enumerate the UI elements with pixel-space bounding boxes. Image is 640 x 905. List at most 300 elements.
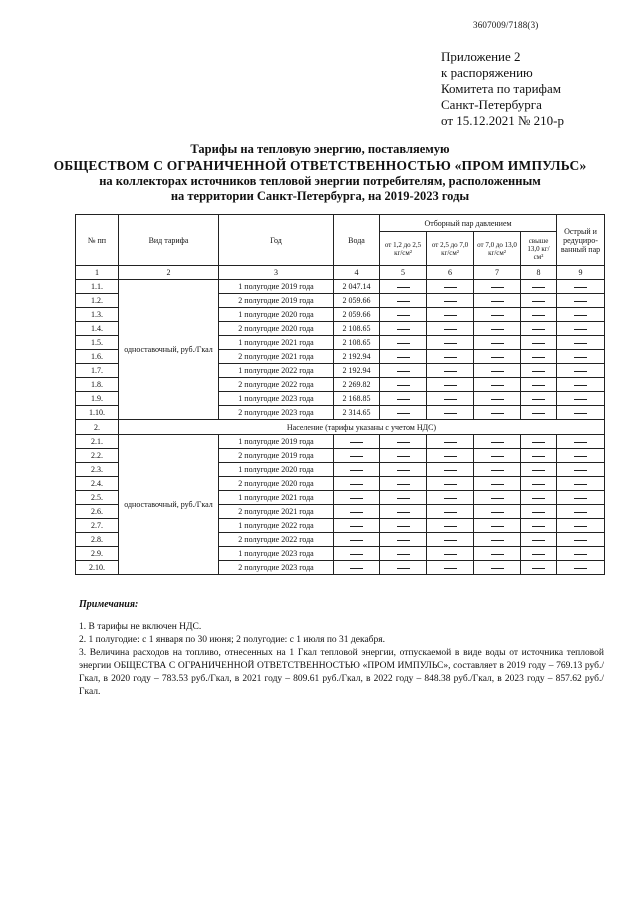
title-line: Тарифы на тепловую энергию, поставляемую [190, 142, 450, 156]
empty-cell [557, 491, 605, 505]
dash [574, 456, 587, 457]
water-tariff: 2 269.82 [334, 378, 380, 392]
empty-cell [521, 364, 557, 378]
empty-cell [380, 491, 427, 505]
dash [397, 540, 410, 541]
row-number: 2.8. [76, 533, 119, 547]
dash [397, 301, 410, 302]
empty-cell [521, 547, 557, 561]
header-sharp-steam: Острый и редуциро- ванный пар [557, 215, 605, 266]
empty-cell [557, 322, 605, 336]
empty-cell [380, 547, 427, 561]
dash [574, 287, 587, 288]
empty-cell [427, 322, 474, 336]
dash [532, 526, 545, 527]
empty-cell [380, 378, 427, 392]
empty-cell [380, 477, 427, 491]
empty-cell [557, 519, 605, 533]
empty-cell [521, 533, 557, 547]
dash [491, 329, 504, 330]
dash [574, 568, 587, 569]
empty-cell [521, 491, 557, 505]
tariff-type: одноставочный, руб./Гкал [119, 435, 219, 575]
empty-cell [521, 280, 557, 294]
document-number: 3607009/7188(3) [473, 20, 539, 30]
empty-cell [380, 364, 427, 378]
row-number: 1.4. [76, 322, 119, 336]
empty-cell [474, 519, 521, 533]
row-number: 1.3. [76, 308, 119, 322]
header-pressure-3: от 7,0 до 13,0 кг/см² [474, 232, 521, 266]
empty-cell [521, 477, 557, 491]
column-number: 2 [119, 266, 219, 280]
empty-cell [380, 392, 427, 406]
empty-cell [474, 505, 521, 519]
empty-cell [557, 406, 605, 420]
empty-cell [380, 322, 427, 336]
dash [491, 456, 504, 457]
dash [397, 329, 410, 330]
empty-cell [557, 280, 605, 294]
empty-cell [334, 505, 380, 519]
empty-cell [380, 294, 427, 308]
dash [397, 442, 410, 443]
dash [350, 484, 363, 485]
appendix-line: от 15.12.2021 № 210-р [441, 113, 564, 128]
empty-cell [427, 533, 474, 547]
dash [574, 470, 587, 471]
empty-cell [380, 435, 427, 449]
empty-cell [557, 547, 605, 561]
empty-cell [521, 435, 557, 449]
dash [491, 413, 504, 414]
empty-cell [474, 533, 521, 547]
empty-cell [334, 547, 380, 561]
dash [444, 413, 457, 414]
dash [532, 540, 545, 541]
dash [444, 287, 457, 288]
dash [444, 568, 457, 569]
period: 1 полугодие 2020 года [219, 463, 334, 477]
empty-cell [521, 350, 557, 364]
tariff-type: одноставочный, руб./Гкал [119, 280, 219, 420]
empty-cell [474, 491, 521, 505]
empty-cell [474, 280, 521, 294]
empty-cell [427, 477, 474, 491]
appendix-line: Санкт-Петербурга [441, 97, 542, 112]
water-tariff: 2 168.85 [334, 392, 380, 406]
dash [532, 329, 545, 330]
column-number-row [76, 266, 605, 280]
dash [397, 413, 410, 414]
dash [397, 484, 410, 485]
empty-cell [521, 519, 557, 533]
empty-cell [427, 364, 474, 378]
tariff-table [75, 214, 605, 575]
empty-cell [521, 308, 557, 322]
dash [491, 399, 504, 400]
empty-cell [427, 449, 474, 463]
period: 2 полугодие 2023 года [219, 406, 334, 420]
dash [397, 498, 410, 499]
water-tariff: 2 059.66 [334, 308, 380, 322]
dash [532, 385, 545, 386]
column-number: 6 [427, 266, 474, 280]
row-number: 2.4. [76, 477, 119, 491]
dash [397, 287, 410, 288]
row-number: 2.1. [76, 435, 119, 449]
dash [397, 512, 410, 513]
table-row [76, 435, 605, 449]
notes-heading: Примечания: [79, 599, 139, 610]
dash [397, 568, 410, 569]
empty-cell [521, 406, 557, 420]
header-pressure-2: от 2,5 до 7,0 кг/см² [427, 232, 474, 266]
water-tariff: 2 108.65 [334, 322, 380, 336]
dash [444, 526, 457, 527]
dash [532, 442, 545, 443]
table-body [76, 266, 605, 575]
period: 2 полугодие 2023 года [219, 561, 334, 575]
empty-cell [380, 449, 427, 463]
dash [397, 399, 410, 400]
dash [574, 554, 587, 555]
title-line: на коллекторах источников тепловой энергии потребителям, расположенным [99, 174, 541, 188]
dash [574, 385, 587, 386]
dash [444, 301, 457, 302]
dash [444, 540, 457, 541]
column-number: 8 [521, 266, 557, 280]
period: 2 полугодие 2019 года [219, 449, 334, 463]
empty-cell [427, 519, 474, 533]
section-number: 2. [76, 420, 119, 435]
dash [574, 315, 587, 316]
dash [532, 554, 545, 555]
water-tariff: 2 192.94 [334, 364, 380, 378]
dash [574, 540, 587, 541]
period: 1 полугодие 2022 года [219, 364, 334, 378]
empty-cell [474, 294, 521, 308]
empty-cell [427, 491, 474, 505]
dash [444, 442, 457, 443]
dash [532, 484, 545, 485]
empty-cell [557, 294, 605, 308]
row-number: 1.1. [76, 280, 119, 294]
period: 2 полугодие 2022 года [219, 533, 334, 547]
empty-cell [380, 561, 427, 575]
empty-cell [557, 350, 605, 364]
dash [350, 540, 363, 541]
dash [397, 470, 410, 471]
dash [350, 498, 363, 499]
column-number: 5 [380, 266, 427, 280]
header-pressure-4: свыше 13,0 кг/см² [521, 232, 557, 266]
notes-block [79, 598, 604, 699]
empty-cell [474, 392, 521, 406]
dash [574, 442, 587, 443]
dash [444, 385, 457, 386]
empty-cell [474, 322, 521, 336]
dash [574, 399, 587, 400]
dash [350, 456, 363, 457]
row-number: 1.5. [76, 336, 119, 350]
dash [532, 399, 545, 400]
empty-cell [380, 519, 427, 533]
empty-cell [380, 336, 427, 350]
dash [491, 301, 504, 302]
dash [532, 343, 545, 344]
dash [444, 470, 457, 471]
period: 1 полугодие 2020 года [219, 308, 334, 322]
empty-cell [334, 463, 380, 477]
empty-cell [380, 505, 427, 519]
dash [532, 315, 545, 316]
table-row [76, 280, 605, 294]
empty-cell [557, 336, 605, 350]
column-number: 1 [76, 266, 119, 280]
dash [574, 484, 587, 485]
dash [532, 498, 545, 499]
empty-cell [427, 406, 474, 420]
dash [491, 343, 504, 344]
note-item: 2. 1 полугодие: с 1 января по 30 июня; 2 полугодие: с 1 июля по 31 декабря. [79, 635, 385, 645]
column-number: 7 [474, 266, 521, 280]
empty-cell [557, 463, 605, 477]
dash [532, 287, 545, 288]
empty-cell [474, 336, 521, 350]
dash [491, 315, 504, 316]
dash [444, 399, 457, 400]
empty-cell [557, 505, 605, 519]
column-number: 3 [219, 266, 334, 280]
empty-cell [557, 308, 605, 322]
water-tariff: 2 108.65 [334, 336, 380, 350]
empty-cell [557, 561, 605, 575]
dash [532, 512, 545, 513]
period: 1 полугодие 2021 года [219, 491, 334, 505]
empty-cell [474, 364, 521, 378]
empty-cell [474, 435, 521, 449]
water-tariff: 2 314.65 [334, 406, 380, 420]
dash [444, 371, 457, 372]
title-line: на территории Санкт-Петербурга, на 2019-2023 годы [170, 189, 470, 203]
dash [491, 484, 504, 485]
header-water: Вода [334, 215, 380, 266]
empty-cell [427, 378, 474, 392]
period: 2 полугодие 2021 года [219, 505, 334, 519]
dash [574, 526, 587, 527]
row-number: 2.2. [76, 449, 119, 463]
empty-cell [380, 280, 427, 294]
row-number: 2.10. [76, 561, 119, 575]
period: 2 полугодие 2019 года [219, 294, 334, 308]
empty-cell [474, 308, 521, 322]
dash [574, 371, 587, 372]
row-number: 1.6. [76, 350, 119, 364]
dash [574, 343, 587, 344]
empty-cell [427, 463, 474, 477]
dash [444, 554, 457, 555]
column-number: 9 [557, 266, 605, 280]
period: 1 полугодие 2021 года [219, 336, 334, 350]
empty-cell [521, 392, 557, 406]
dash [532, 568, 545, 569]
empty-cell [557, 364, 605, 378]
title-company: ОБЩЕСТВОМ С ОГРАНИЧЕННОЙ ОТВЕТСТВЕННОСТЬЮ «ПРОМ ИМПУЛЬС» [53, 158, 587, 173]
dash [491, 385, 504, 386]
empty-cell [557, 378, 605, 392]
dash [532, 357, 545, 358]
empty-cell [521, 322, 557, 336]
dash [397, 554, 410, 555]
empty-cell [474, 406, 521, 420]
dash [397, 371, 410, 372]
dash [491, 512, 504, 513]
empty-cell [334, 491, 380, 505]
water-tariff: 2 047.14 [334, 280, 380, 294]
empty-cell [380, 308, 427, 322]
row-number: 1.8. [76, 378, 119, 392]
empty-cell [474, 547, 521, 561]
dash [574, 301, 587, 302]
empty-cell [557, 449, 605, 463]
appendix-line: Приложение 2 [441, 49, 521, 64]
dash [491, 554, 504, 555]
empty-cell [427, 435, 474, 449]
period: 2 полугодие 2020 года [219, 322, 334, 336]
empty-cell [334, 519, 380, 533]
empty-cell [521, 561, 557, 575]
empty-cell [474, 350, 521, 364]
dash [574, 329, 587, 330]
empty-cell [521, 378, 557, 392]
row-number: 2.6. [76, 505, 119, 519]
dash [491, 442, 504, 443]
period: 1 полугодие 2023 года [219, 547, 334, 561]
empty-cell [380, 350, 427, 364]
empty-cell [380, 463, 427, 477]
row-number: 1.2. [76, 294, 119, 308]
appendix-line: Комитета по тарифам [441, 81, 561, 96]
dash [574, 357, 587, 358]
empty-cell [474, 449, 521, 463]
empty-cell [427, 336, 474, 350]
row-number: 1.7. [76, 364, 119, 378]
period: 2 полугодие 2022 года [219, 378, 334, 392]
dash [350, 554, 363, 555]
dash [444, 498, 457, 499]
empty-cell [521, 294, 557, 308]
dash [397, 357, 410, 358]
water-tariff: 2 192.94 [334, 350, 380, 364]
appendix-line: к распоряжению [441, 65, 533, 80]
note-item: 1. В тарифы не включен НДС. [79, 622, 202, 632]
dash [491, 287, 504, 288]
dash [491, 540, 504, 541]
empty-cell [557, 533, 605, 547]
section-label: Население (тарифы указаны с учетом НДС) [119, 420, 605, 435]
dash [532, 371, 545, 372]
dash [574, 413, 587, 414]
dash [444, 343, 457, 344]
dash [444, 329, 457, 330]
dash [491, 470, 504, 471]
period: 1 полугодие 2022 года [219, 519, 334, 533]
empty-cell [474, 561, 521, 575]
appendix-block [441, 49, 564, 129]
row-number: 2.7. [76, 519, 119, 533]
dash [350, 526, 363, 527]
dash [532, 301, 545, 302]
empty-cell [380, 533, 427, 547]
dash [397, 526, 410, 527]
period: 2 полугодие 2020 года [219, 477, 334, 491]
dash [350, 568, 363, 569]
empty-cell [427, 561, 474, 575]
dash [491, 357, 504, 358]
empty-cell [557, 435, 605, 449]
water-tariff: 2 059.66 [334, 294, 380, 308]
dash [397, 315, 410, 316]
empty-cell [427, 308, 474, 322]
empty-cell [474, 378, 521, 392]
dash [350, 442, 363, 443]
row-number: 1.10. [76, 406, 119, 420]
empty-cell [427, 294, 474, 308]
header-pressure-1: от 1,2 до 2,5 кг/см² [380, 232, 427, 266]
empty-cell [557, 477, 605, 491]
empty-cell [334, 435, 380, 449]
period: 2 полугодие 2021 года [219, 350, 334, 364]
row-number: 2.3. [76, 463, 119, 477]
dash [444, 484, 457, 485]
dash [397, 343, 410, 344]
empty-cell [521, 505, 557, 519]
row-number: 1.9. [76, 392, 119, 406]
dash [491, 498, 504, 499]
empty-cell [474, 477, 521, 491]
section-header-row [76, 420, 605, 435]
header-num: № пп [76, 215, 119, 266]
empty-cell [521, 449, 557, 463]
header-year: Год [219, 215, 334, 266]
row-number: 2.5. [76, 491, 119, 505]
empty-cell [380, 406, 427, 420]
empty-cell [521, 463, 557, 477]
empty-cell [557, 392, 605, 406]
document-title [0, 142, 640, 204]
dash [444, 357, 457, 358]
dash [532, 456, 545, 457]
dash [491, 568, 504, 569]
dash [574, 512, 587, 513]
empty-cell [427, 350, 474, 364]
header-steam-group: Отборный пар давлением [380, 215, 557, 232]
empty-cell [334, 449, 380, 463]
note-item: 3. Величина расходов на топливо, отнесенных на 1 Гкал тепловой энергии, отпускаемой в виде воды от источника тепловой энергии ОБЩЕСТВА С ОГРАНИЧЕННОЙ ОТВЕТСТВЕННОСТЬЮ «ПРОМ ИМПУЛЬС», составляет в 2019 году – 769.13 руб./Гкал, в 2020 году – 783.53 руб./Гкал, в 2021 году – 809.61 руб./Гкал, в 2022 году – 848.38 руб./Гкал, в 2023 году – 857.62 руб./Гкал. [79, 648, 604, 697]
empty-cell [334, 477, 380, 491]
dash [350, 512, 363, 513]
empty-cell [334, 533, 380, 547]
row-number: 2.9. [76, 547, 119, 561]
empty-cell [521, 336, 557, 350]
dash [350, 470, 363, 471]
dash [444, 315, 457, 316]
dash [491, 526, 504, 527]
column-number: 4 [334, 266, 380, 280]
empty-cell [474, 463, 521, 477]
dash [397, 456, 410, 457]
